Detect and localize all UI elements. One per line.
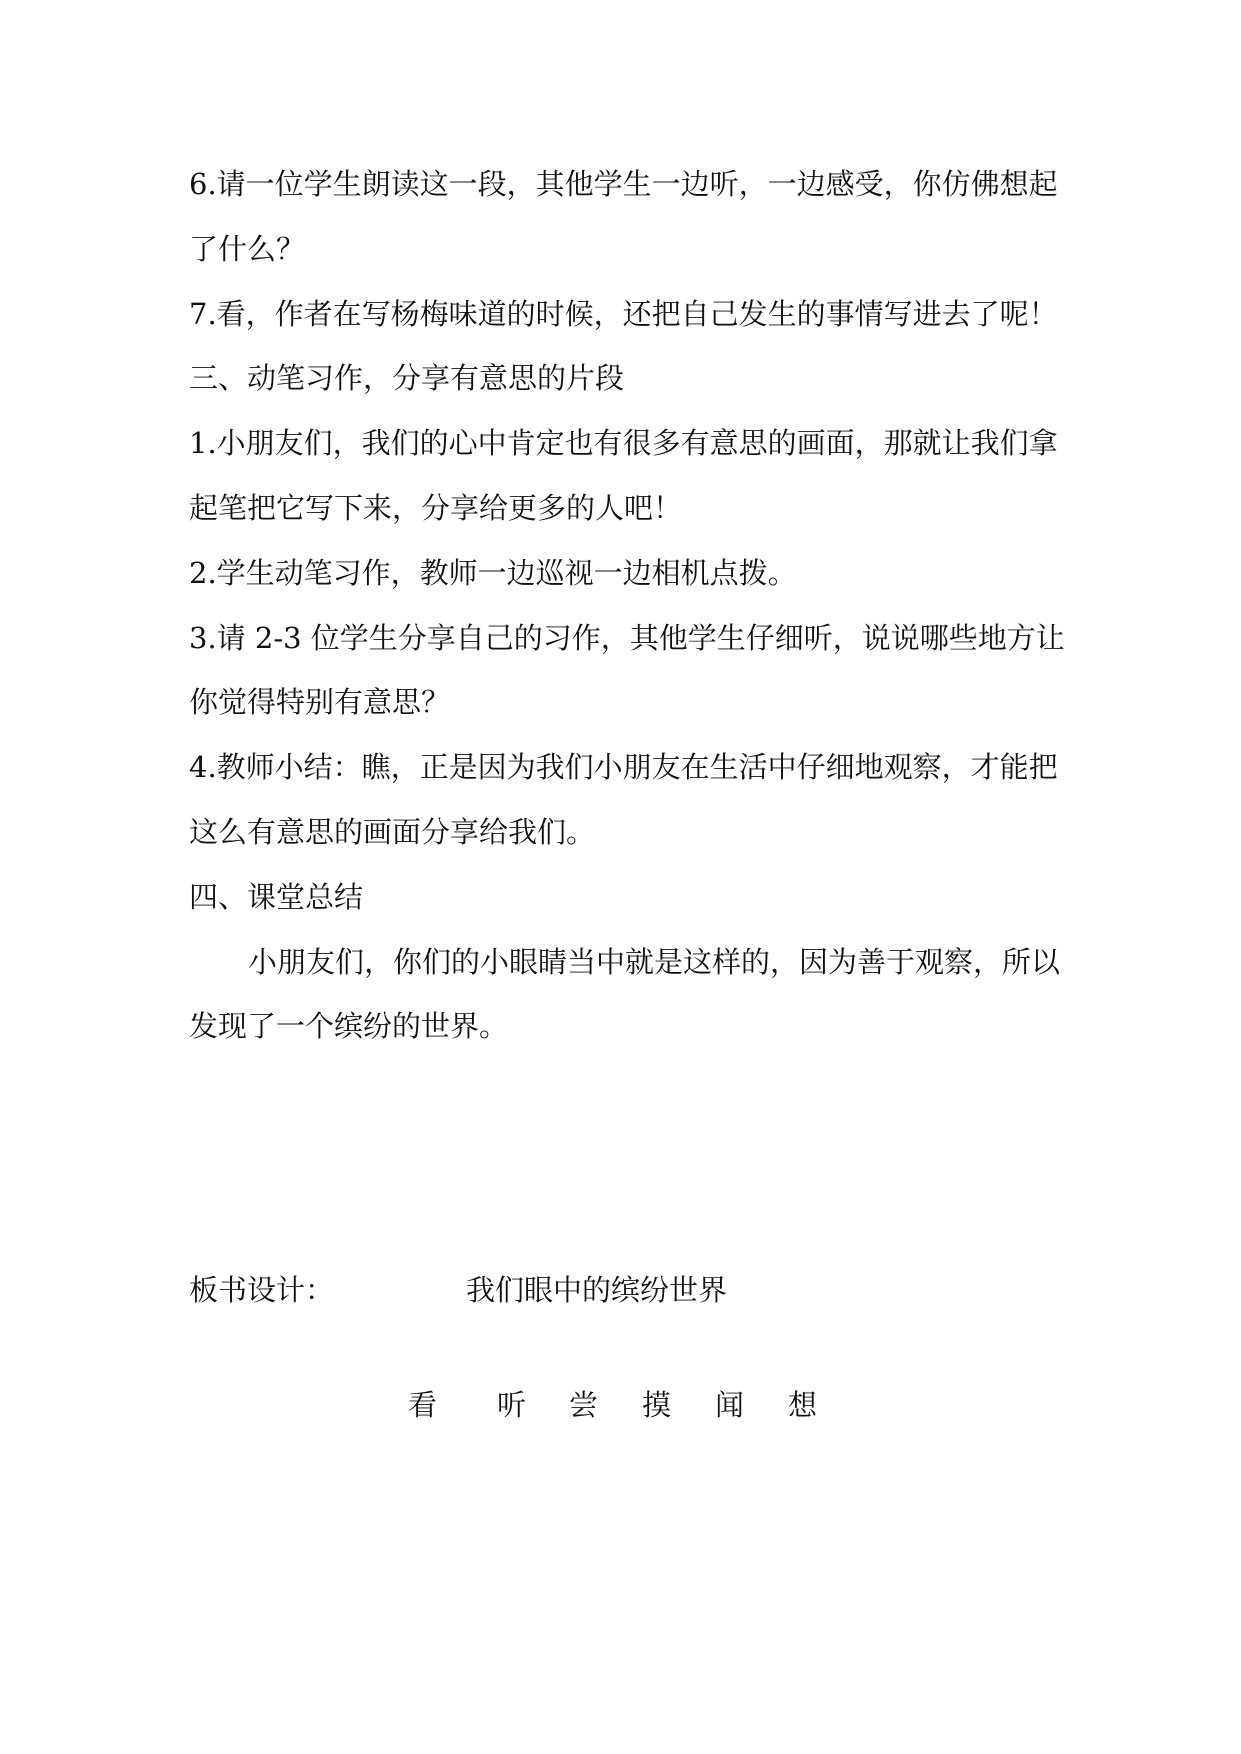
board-design-label: 板书设计：: [189, 1273, 335, 1307]
sense-word: 想: [788, 1388, 818, 1422]
text-line: 6.请一位学生朗读这一段，其他学生一边听，一边感受，你仿佛想起: [189, 167, 1058, 201]
text-line: 起笔把它写下来，分享给更多的人吧！: [189, 491, 683, 525]
text-line: 这么有意思的画面分享给我们。: [189, 815, 596, 849]
text-line: 发现了一个缤纷的世界。: [189, 1009, 509, 1043]
text-line: 2.学生动笔习作，教师一边巡视一边相机点拨。: [189, 556, 797, 590]
section-heading: 三、动笔习作，分享有意思的片段: [189, 361, 625, 395]
text-line: 7.看，作者在写杨梅味道的时候，还把自己发生的事情写进去了呢！: [189, 297, 1058, 331]
section-heading: 四、课堂总结: [189, 880, 364, 914]
text-line: 了什么？: [189, 232, 306, 266]
sense-word: 尝: [569, 1388, 599, 1422]
text-line: 小朋友们，你们的小眼睛当中就是这样的，因为善于观察，所以: [248, 945, 1061, 979]
sense-word: 听: [497, 1388, 527, 1422]
sense-word: 看: [408, 1388, 438, 1422]
board-senses-row: [0, 1385, 1241, 1425]
sense-word: 摸: [642, 1388, 672, 1422]
text-line: 3.请 2-3 位学生分享自己的习作，其他学生仔细听，说说哪些地方让: [189, 621, 1065, 655]
text-line: 你觉得特别有意思？: [189, 685, 451, 719]
text-line: 1.小朋友们，我们的心中肯定也有很多有意思的画面，那就让我们拿: [189, 426, 1058, 460]
sense-word: 闻: [715, 1388, 745, 1422]
text-line: 4.教师小结：瞧，正是因为我们小朋友在生活中仔细地观察，才能把: [189, 750, 1058, 784]
board-design-title: 我们眼中的缤纷世界: [466, 1273, 728, 1307]
